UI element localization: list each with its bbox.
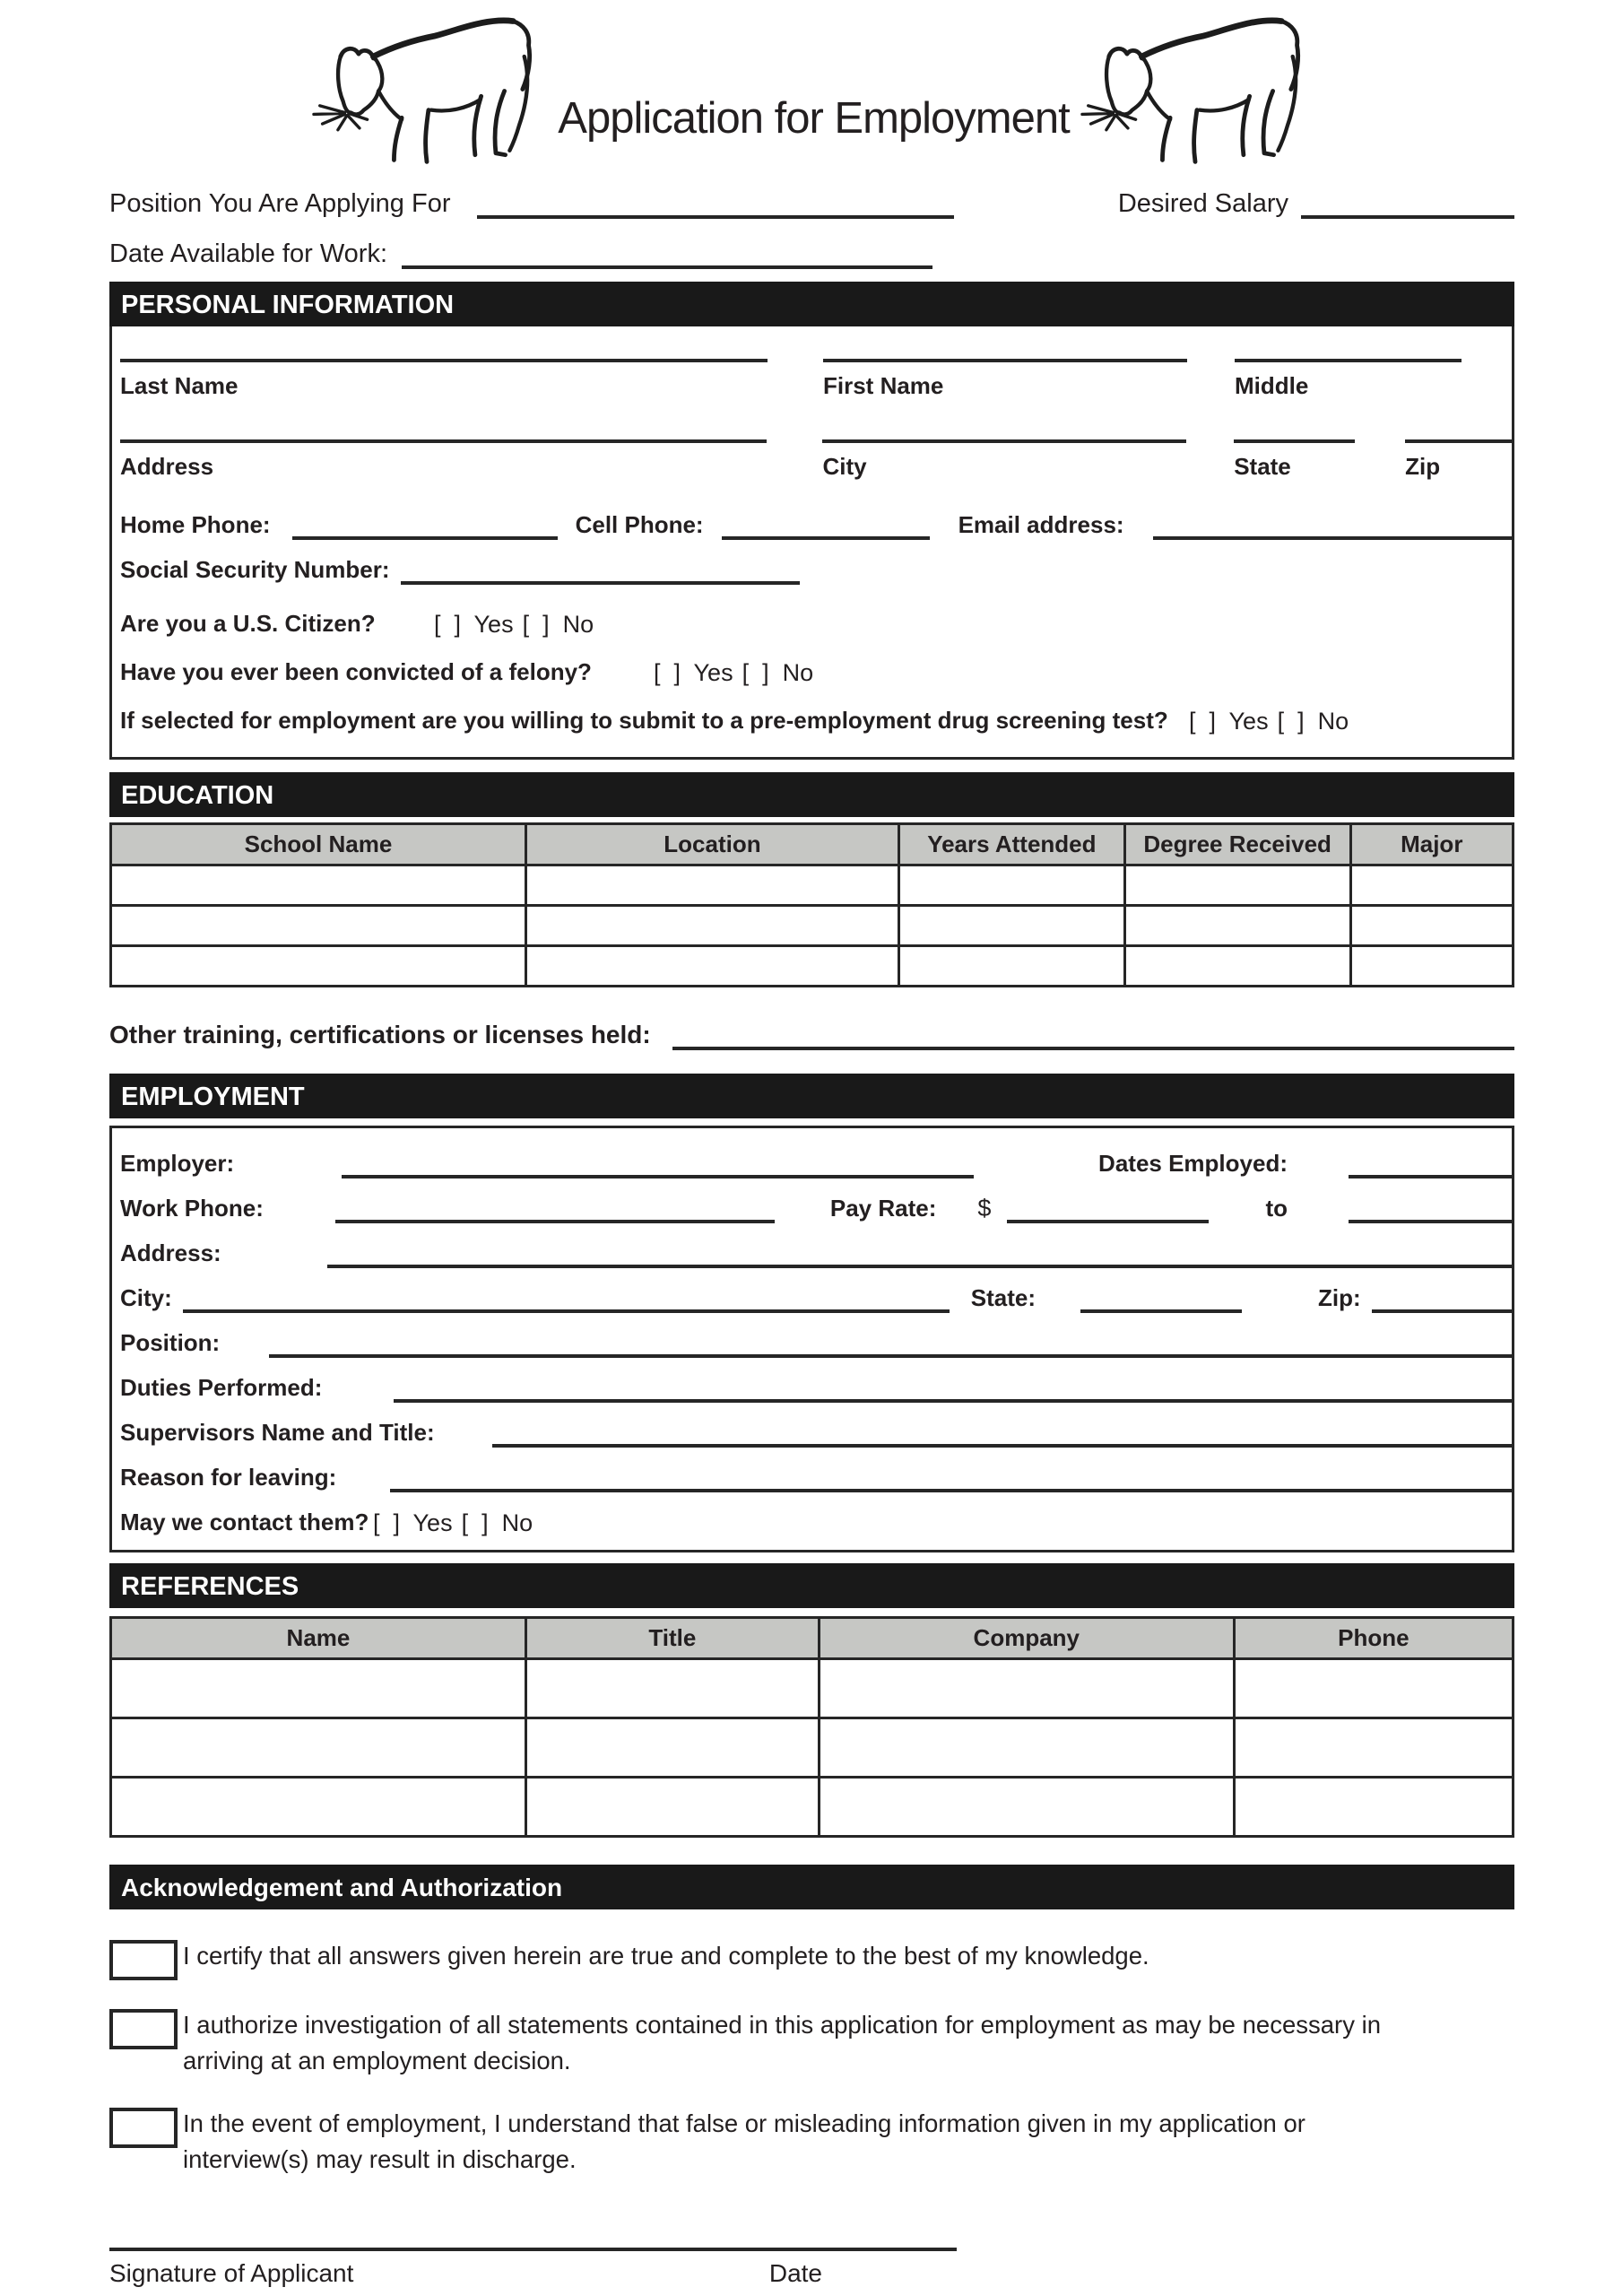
- empty-table-cell[interactable]: [525, 946, 898, 987]
- supervisor-label: Supervisors Name and Title:: [120, 1419, 435, 1446]
- employer-city-label: City:: [120, 1284, 172, 1311]
- dollar-sign: $: [977, 1195, 992, 1222]
- ssn-input-line[interactable]: [401, 556, 800, 585]
- citizen-no-checkbox[interactable]: [ ] No: [522, 611, 594, 638]
- may-contact-yes-checkbox[interactable]: [ ] Yes: [373, 1509, 453, 1536]
- education-entry-row: [111, 865, 1514, 906]
- employer-zip-input-line[interactable]: [1372, 1284, 1512, 1313]
- date-available-label: Date Available for Work:: [109, 239, 388, 268]
- city-input-line[interactable]: [822, 439, 1186, 443]
- empty-table-cell[interactable]: [111, 946, 526, 987]
- cell-phone-input-line[interactable]: [722, 511, 930, 540]
- desired-salary-input-line[interactable]: [1301, 190, 1514, 219]
- employer-row: [120, 1148, 1512, 1178]
- empty-table-cell[interactable]: [819, 1659, 1234, 1718]
- empty-table-cell[interactable]: [1124, 946, 1350, 987]
- other-training-row: [109, 1020, 1514, 1050]
- employment-header: EMPLOYMENT: [109, 1074, 1514, 1118]
- supervisor-row: [120, 1417, 1512, 1448]
- education-header: EDUCATION: [109, 772, 1514, 817]
- pay-rate-label: Pay Rate:: [829, 1195, 937, 1222]
- acknowledgement-section: [109, 1865, 1514, 2178]
- references-col-company: Company: [819, 1618, 1234, 1659]
- cow-illustration-left: [305, 11, 549, 170]
- felony-question-row: [120, 657, 1512, 687]
- empty-table-cell[interactable]: [111, 1718, 526, 1778]
- empty-table-cell[interactable]: [525, 1778, 819, 1837]
- state-label: State: [1234, 453, 1291, 480]
- empty-table-cell[interactable]: [111, 1778, 526, 1837]
- empty-table-cell[interactable]: [111, 1659, 526, 1718]
- drug-test-question-row: [120, 705, 1512, 735]
- discharge-statement-row: [109, 2106, 1514, 2178]
- employer-city-row: [120, 1283, 1512, 1313]
- employer-zip-label: Zip:: [1318, 1284, 1361, 1311]
- zip-input-line[interactable]: [1405, 439, 1512, 443]
- authorize-checkbox[interactable]: [109, 2009, 178, 2049]
- references-col-title: Title: [525, 1618, 819, 1659]
- position-held-label: Position:: [120, 1329, 221, 1356]
- drug-test-question-label: If selected for employment are you willing to submit to a pre-employment drug screening test?: [120, 707, 1168, 734]
- education-col-degree-received: Degree Received: [1124, 824, 1350, 865]
- empty-table-cell[interactable]: [1124, 865, 1350, 906]
- email-input-line[interactable]: [1153, 511, 1512, 540]
- references-section: [109, 1563, 1514, 1838]
- employment-section: [109, 1074, 1514, 1552]
- middle-name-label: Middle: [1235, 372, 1309, 399]
- empty-table-cell[interactable]: [1350, 946, 1513, 987]
- references-table: [109, 1616, 1514, 1838]
- certify-statement-row: [109, 1938, 1514, 1980]
- date-available-row: [109, 239, 1514, 269]
- education-col-school-name: School Name: [111, 824, 526, 865]
- felony-no-checkbox[interactable]: [ ] No: [742, 659, 814, 686]
- dates-to-label: to: [1265, 1195, 1288, 1222]
- empty-table-cell[interactable]: [525, 1659, 819, 1718]
- ssn-label: Social Security Number:: [120, 556, 390, 583]
- employer-label: Employer:: [120, 1150, 235, 1177]
- citizen-question-label: Are you a U.S. Citizen?: [120, 610, 376, 637]
- middle-name-input-line[interactable]: [1235, 359, 1462, 362]
- drug-test-no-checkbox[interactable]: [ ] No: [1277, 708, 1349, 735]
- felony-yes-checkbox[interactable]: [ ] Yes: [654, 659, 733, 686]
- education-col-years-attended: Years Attended: [898, 824, 1124, 865]
- home-phone-label: Home Phone:: [120, 511, 271, 538]
- education-section: [109, 772, 1514, 1050]
- references-col-phone: Phone: [1234, 1618, 1513, 1659]
- zip-label: Zip: [1405, 453, 1441, 480]
- cow-illustration-right: [1073, 11, 1317, 170]
- discharge-statement-text: In the event of employment, I understand that false or misleading information given in my application or interview(s) may result in discharge.: [183, 2109, 1305, 2173]
- employer-city-input-line[interactable]: [183, 1284, 950, 1313]
- reason-leaving-label: Reason for leaving:: [120, 1464, 337, 1491]
- empty-table-cell[interactable]: [1234, 1659, 1513, 1718]
- education-entry-row: [111, 946, 1514, 987]
- work-phone-label: Work Phone:: [120, 1195, 264, 1222]
- authorize-statement-text: I authorize investigation of all statements contained in this application for employment as may be necessary in arriving at an employment decision.: [183, 2011, 1381, 2074]
- employer-state-input-line[interactable]: [1080, 1284, 1242, 1313]
- position-row: [109, 188, 1514, 219]
- reference-entry-row: [111, 1718, 1514, 1778]
- last-name-input-line[interactable]: [120, 359, 768, 362]
- empty-table-cell[interactable]: [525, 865, 898, 906]
- position-input-line[interactable]: [477, 190, 954, 219]
- signature-input-line[interactable]: [109, 2248, 957, 2251]
- work-phone-row: [120, 1193, 1512, 1223]
- first-name-input-line[interactable]: [823, 359, 1187, 362]
- employer-input-line[interactable]: [342, 1150, 974, 1178]
- duties-label: Duties Performed:: [120, 1374, 323, 1401]
- empty-table-cell[interactable]: [1350, 906, 1513, 946]
- employer-address-row: [120, 1238, 1512, 1268]
- supervisor-input-line[interactable]: [492, 1419, 1512, 1448]
- signature-block: [109, 2248, 957, 2289]
- personal-information-box: [109, 326, 1514, 760]
- education-col-major: Major: [1350, 824, 1513, 865]
- empty-table-cell[interactable]: [1124, 906, 1350, 946]
- address-label: Address: [120, 453, 214, 480]
- empty-table-cell[interactable]: [1234, 1718, 1513, 1778]
- date-available-input-line[interactable]: [402, 240, 932, 269]
- may-contact-label: May we contact them?: [120, 1509, 369, 1535]
- education-table: [109, 822, 1514, 987]
- references-header: REFERENCES: [109, 1563, 1514, 1608]
- acknowledgement-header: Acknowledgement and Authorization: [109, 1865, 1514, 1909]
- empty-table-cell[interactable]: [819, 1778, 1234, 1837]
- certify-statement-text: I certify that all answers given herein are true and complete to the best of my knowledge.: [183, 1942, 1149, 1970]
- position-held-input-line[interactable]: [269, 1329, 1512, 1358]
- empty-table-cell[interactable]: [898, 906, 1124, 946]
- signature-date-label: Date: [768, 2259, 822, 2287]
- empty-table-cell[interactable]: [525, 1718, 819, 1778]
- empty-table-cell[interactable]: [111, 906, 526, 946]
- form-title: Application for Employment: [558, 94, 1070, 143]
- name-row: [120, 359, 1512, 398]
- signature-label: Signature of Applicant: [109, 2259, 354, 2287]
- home-phone-input-line[interactable]: [292, 511, 558, 540]
- empty-table-cell[interactable]: [111, 865, 526, 906]
- empty-table-cell[interactable]: [898, 946, 1124, 987]
- masthead: [0, 0, 1622, 170]
- empty-table-cell[interactable]: [1234, 1778, 1513, 1837]
- empty-table-cell[interactable]: [1350, 865, 1513, 906]
- duties-input-line[interactable]: [394, 1374, 1512, 1403]
- desired-salary-label: Desired Salary: [1117, 189, 1288, 218]
- employer-address-input-line[interactable]: [327, 1239, 1512, 1268]
- dates-employed-from-line[interactable]: [1349, 1150, 1512, 1178]
- personal-information-section: [109, 282, 1514, 760]
- position-label: Position You Are Applying For: [109, 189, 451, 218]
- pay-rate-input-line[interactable]: [1007, 1195, 1209, 1223]
- employment-box: [109, 1126, 1514, 1552]
- citizen-yes-checkbox[interactable]: [ ] Yes: [434, 611, 514, 638]
- empty-table-cell[interactable]: [525, 906, 898, 946]
- empty-table-cell[interactable]: [898, 865, 1124, 906]
- other-training-label: Other training, certifications or licenses held:: [109, 1021, 651, 1048]
- authorize-statement-row: [109, 2007, 1514, 2079]
- last-name-label: Last Name: [120, 372, 239, 399]
- address-input-line[interactable]: [120, 439, 767, 443]
- address-row: [120, 439, 1512, 479]
- reference-entry-row: [111, 1778, 1514, 1837]
- duties-row: [120, 1372, 1512, 1403]
- felony-question-label: Have you ever been convicted of a felony?: [120, 658, 592, 685]
- education-col-location: Location: [525, 824, 898, 865]
- citizen-question-row: [120, 608, 1512, 639]
- may-contact-no-checkbox[interactable]: [ ] No: [461, 1509, 533, 1536]
- dates-employed-label: Dates Employed:: [1098, 1150, 1288, 1177]
- work-phone-input-line[interactable]: [335, 1195, 775, 1223]
- email-label: Email address:: [958, 511, 1124, 538]
- other-training-input-line[interactable]: [672, 1022, 1514, 1050]
- state-input-line[interactable]: [1234, 439, 1355, 443]
- reference-entry-row: [111, 1659, 1514, 1718]
- certify-checkbox[interactable]: [109, 1940, 178, 1980]
- education-entry-row: [111, 906, 1514, 946]
- references-table-header-row: [111, 1618, 1514, 1659]
- personal-information-header: PERSONAL INFORMATION: [109, 282, 1514, 326]
- cell-phone-label: Cell Phone:: [575, 511, 704, 538]
- drug-test-yes-checkbox[interactable]: [ ] Yes: [1189, 708, 1269, 735]
- city-label: City: [822, 453, 867, 480]
- education-table-header-row: [111, 824, 1514, 865]
- position-held-row: [120, 1327, 1512, 1358]
- form-sheet: [109, 188, 1514, 2289]
- first-name-label: First Name: [823, 372, 944, 399]
- may-contact-row: [120, 1507, 1512, 1537]
- references-col-name: Name: [111, 1618, 526, 1659]
- employer-state-label: State:: [970, 1284, 1037, 1311]
- reason-leaving-row: [120, 1462, 1512, 1492]
- discharge-checkbox[interactable]: [109, 2108, 178, 2148]
- reason-leaving-input-line[interactable]: [390, 1464, 1512, 1492]
- phone-email-row: [120, 509, 1512, 540]
- ssn-row: [120, 554, 1512, 585]
- employer-address-label: Address:: [120, 1239, 221, 1266]
- empty-table-cell[interactable]: [819, 1718, 1234, 1778]
- dates-employed-to-line[interactable]: [1349, 1195, 1512, 1223]
